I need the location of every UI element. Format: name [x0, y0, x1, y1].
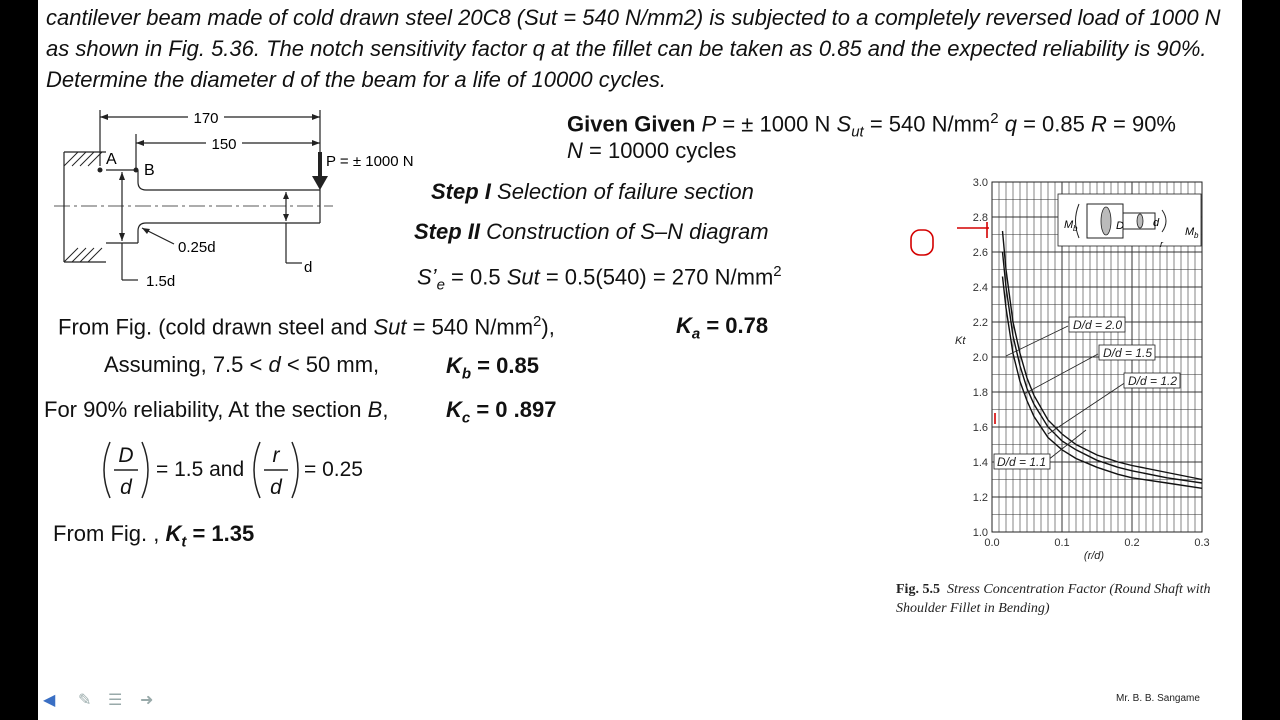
y-tick-label: 2.8	[972, 212, 988, 224]
inset-d: d	[1153, 217, 1160, 229]
fillet-label: 0.25d	[178, 239, 216, 256]
y-tick-label: 2.6	[972, 247, 988, 259]
y-tick-label: 2.4	[972, 282, 988, 294]
point-a-label: A	[106, 151, 117, 168]
assuming-line	[104, 352, 379, 378]
given-s-sub: ut	[851, 123, 864, 141]
ka-val: = 0.78	[700, 313, 769, 338]
assuming-b: < 50 mm,	[280, 352, 380, 377]
dim-150: 150	[211, 136, 237, 153]
problem-statement: cantilever beam made of cold drawn steel 20C8 (Sut = 540 N/mm2) is subjected to a completely reversed load of 1000 N as shown in Fig. 5.36. The notch sensitivity factor q at the fillet can be taken as 0.85 and the expected reliability is 90%. Determine the diameter d of the beam for a life of 10000 cycles.	[46, 5, 1221, 92]
se-sup: 2	[773, 263, 782, 280]
kc-sub: c	[461, 409, 471, 427]
given-r: R	[1091, 111, 1107, 137]
ratio-r: r	[272, 444, 280, 467]
footer-author: Mr. B. B. Sangame	[1116, 693, 1200, 704]
y-tick-label: 1.2	[972, 492, 988, 504]
from-fig-surface	[58, 309, 555, 340]
given-n: N	[567, 138, 583, 163]
kb-val: = 0.85	[471, 353, 539, 378]
ka-value	[676, 313, 768, 347]
ff1-sup: 2	[533, 313, 542, 330]
step-2-text: Construction of S–N diagram	[480, 219, 769, 244]
ka-sub: a	[691, 325, 701, 343]
given-q: q	[1004, 111, 1017, 137]
ff2-a: From Fig. ,	[53, 521, 166, 546]
load-label: P = ± 1000 N	[326, 153, 414, 170]
given-cycles	[567, 138, 736, 164]
ff1-c: ),	[541, 314, 555, 340]
inset-r: r	[1160, 239, 1163, 249]
annot-dd-2: D/d = 2.0	[1073, 318, 1123, 332]
se-a: = 0.5	[444, 264, 507, 290]
ratio-eq2: = 0.25	[304, 458, 363, 481]
x-tick-label: 0.1	[1054, 537, 1070, 549]
ratio-d2: d	[270, 476, 282, 499]
ff1-a: From Fig. (cold drawn steel and	[58, 314, 374, 340]
kc-k: K	[446, 397, 462, 422]
kc-value	[446, 397, 556, 431]
annot-dd-11: D/d = 1.1	[997, 455, 1047, 469]
ratio-d: d	[120, 476, 132, 499]
given-s-sup: 2	[990, 110, 999, 127]
menu-icon[interactable]: ☰	[108, 692, 123, 709]
kt-sub: t	[181, 533, 187, 551]
kt-k: K	[165, 521, 182, 546]
inset-mb-right-sub: b	[1194, 231, 1199, 240]
reliab-sec: B	[367, 397, 383, 422]
reliab-b: ,	[382, 397, 389, 422]
large-dia-label: 1.5d	[146, 273, 176, 290]
y-tick-label: 2.2	[972, 317, 988, 329]
ratio-D: D	[118, 444, 134, 467]
inset-mb-left-sub: b	[1073, 224, 1078, 233]
x-tick-label: 0.3	[1194, 537, 1210, 549]
given-s-val: = 540 N/mm	[863, 111, 991, 137]
reliability-line	[44, 397, 388, 423]
kb-k: K	[446, 353, 462, 378]
inset-mb-left: M	[1064, 219, 1074, 231]
chart-ylabel: Kt	[955, 335, 966, 347]
annot-dd-15: D/d = 1.5	[1103, 346, 1153, 360]
endurance-limit-eq	[417, 259, 782, 299]
step-1-label: Step I	[431, 179, 491, 204]
kt-chart	[908, 168, 1210, 568]
step-1	[431, 179, 754, 205]
x-tick-label: 0.0	[984, 537, 1000, 549]
prev-arrow-icon[interactable]: ◀	[43, 692, 56, 709]
inset-mb-right: M	[1185, 226, 1195, 238]
given-p: P	[701, 111, 717, 137]
given-label: Given Given	[567, 111, 696, 137]
small-dia-label: d	[304, 259, 313, 276]
dim-170: 170	[193, 110, 219, 127]
chart-xlabel: (r/d)	[1083, 550, 1105, 562]
ff1-sut: Sut	[373, 314, 407, 340]
slide	[38, 0, 1242, 720]
from-fig-kt	[53, 521, 254, 555]
given-s: S	[836, 111, 852, 137]
given-q-val: = 0.85	[1016, 111, 1091, 137]
point-b-label: B	[144, 162, 155, 179]
step-2-label: Step II	[414, 219, 481, 244]
given-p-val: = ± 1000 N	[716, 111, 837, 137]
se-s: S’	[417, 264, 437, 290]
step-1-text: Selection of failure section	[490, 179, 754, 204]
se-sut: Sut	[506, 264, 540, 290]
ratio-eq1: = 1.5 and	[156, 458, 245, 481]
ka-k: K	[676, 313, 692, 338]
kb-sub: b	[461, 365, 472, 383]
step-2	[414, 219, 769, 245]
annot-dd-12: D/d = 1.2	[1128, 374, 1178, 388]
y-tick-label: 1.6	[972, 422, 988, 434]
beam-figure	[48, 100, 468, 295]
reliab-a: For 90% reliability, At the section	[44, 397, 368, 422]
inset-shaft-sketch	[1058, 194, 1201, 249]
figure-caption	[896, 580, 1216, 618]
caption-text: Stress Concentration Factor (Round Shaft with Shoulder Fillet in Bending)	[896, 582, 1211, 616]
caption-fig: Fig. 5.5	[896, 582, 940, 597]
ratio-equation	[96, 436, 396, 504]
se-sub: e	[436, 276, 445, 294]
given-n-val: = 10000 cycles	[582, 138, 737, 163]
assuming-d: d	[268, 352, 281, 377]
assuming-a: Assuming, 7.5 <	[104, 352, 269, 377]
kb-value	[446, 353, 539, 387]
y-tick-label: 3.0	[972, 177, 988, 189]
ff1-b: = 540 N/mm	[406, 314, 534, 340]
next-arrow-icon[interactable]: ➜	[140, 692, 154, 709]
y-tick-label: 2.0	[972, 352, 988, 364]
kt-val: = 1.35	[186, 521, 255, 546]
se-b: = 0.5(540) = 270 N/mm	[539, 264, 774, 290]
y-tick-label: 1.8	[972, 387, 988, 399]
y-tick-label: 1.0	[972, 527, 988, 539]
pen-icon[interactable]: ✎	[78, 692, 92, 709]
x-tick-label: 0.2	[1124, 537, 1140, 549]
inset-D: D	[1116, 220, 1124, 232]
y-tick-label: 1.4	[972, 457, 988, 469]
given-r-val: = 90%	[1106, 111, 1176, 137]
kc-val: = 0 .897	[470, 397, 557, 422]
